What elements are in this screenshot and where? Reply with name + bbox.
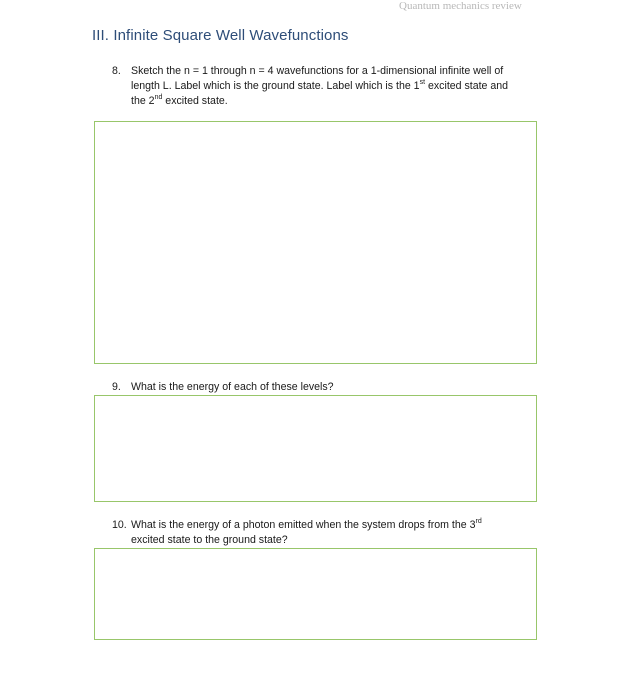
question-line: excited state to the ground state? xyxy=(131,534,288,546)
question-line: Sketch the n = 1 through n = 4 wavefunctions for a 1-dimensional infinite well of xyxy=(131,65,504,77)
section-title: III. Infinite Square Well Wavefunctions xyxy=(92,27,349,44)
superscript: nd xyxy=(154,94,163,101)
text-fragment: excited state and xyxy=(425,80,509,92)
question-10 xyxy=(112,518,542,549)
question-text xyxy=(131,64,541,109)
answer-box-10[interactable] xyxy=(94,548,537,640)
question-line xyxy=(131,518,541,533)
question-line xyxy=(131,94,541,109)
text-fragment: the 2 xyxy=(131,95,155,107)
question-line xyxy=(131,79,541,94)
superscript: rd xyxy=(475,518,482,525)
page-header: Quantum mechanics review xyxy=(399,0,522,12)
answer-box-8[interactable] xyxy=(94,121,537,364)
question-number: 9. xyxy=(112,381,121,393)
question-text: What is the energy of each of these levels? xyxy=(131,381,334,393)
superscript: st xyxy=(419,79,426,86)
question-9 xyxy=(112,380,542,396)
question-8 xyxy=(112,64,542,110)
question-text xyxy=(131,518,541,548)
text-fragment: What is the energy of a photon emitted when the system drops from the 3 xyxy=(131,519,476,531)
text-fragment: excited state. xyxy=(162,95,228,107)
question-number: 8. xyxy=(112,65,121,77)
text-fragment: length L. Label which is the ground state. Label which is the 1 xyxy=(131,80,420,92)
question-number: 10. xyxy=(112,519,127,531)
answer-box-9[interactable] xyxy=(94,395,537,502)
